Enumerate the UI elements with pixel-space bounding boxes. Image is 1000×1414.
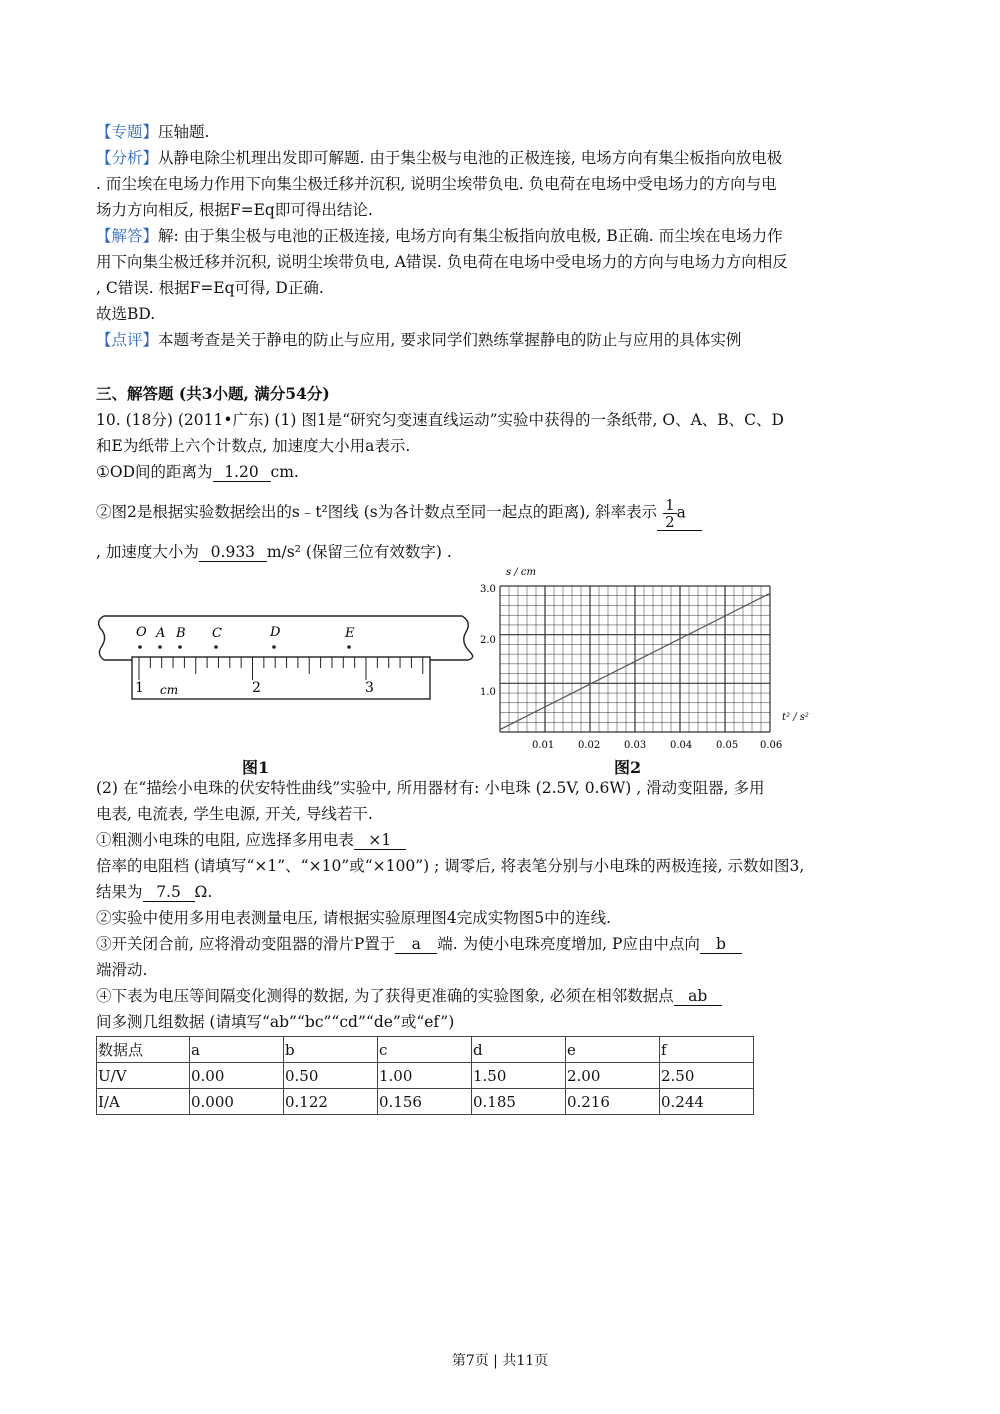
x-axis-label: t² / s² [782, 712, 809, 723]
table-row [97, 1063, 754, 1089]
y-tick-2: 2.0 [480, 635, 496, 646]
figure-1-caption: 图1 [242, 758, 270, 777]
acc-answer: 0.933 [199, 543, 267, 562]
topic-line [96, 122, 209, 142]
table-cell: 0.122 [284, 1089, 378, 1115]
table-cell: 1.50 [472, 1063, 566, 1089]
table-header-cell: d [472, 1037, 566, 1063]
slider-direction-answer: b [700, 935, 742, 954]
table-cell: 2.00 [566, 1063, 660, 1089]
answer-line-4: 故选BD. [96, 305, 156, 323]
x-tick-002: 0.02 [578, 740, 601, 751]
analysis-text-1: 从静电除尘机理出发即可解题. 由于集尘极与电池的正极连接, 电场方向有集尘板指向放电极 [158, 149, 783, 167]
slider-prefix: ③开关闭合前, 应将滑动变阻器的滑片P置于 [96, 935, 396, 953]
analysis-line-2: . 而尘埃在电场力作用下向集尘极迁移并沉积, 说明尘埃带负电. 负电荷在电场中受电场力的方向与电 [96, 175, 777, 193]
multimeter-range-answer: ×1 [354, 831, 406, 850]
analysis-line-3: 场力方向相反, 根据F=Eq即可得出结论. [96, 201, 373, 219]
table-cell: 2.50 [660, 1063, 754, 1089]
table-cell: 0.00 [190, 1063, 284, 1089]
table-cell: 0.50 [284, 1063, 378, 1089]
x-tick-001: 0.01 [532, 740, 555, 751]
table-cell: I/A [97, 1089, 190, 1115]
table-header-cell: b [284, 1037, 378, 1063]
wiring-line: ②实验中使用多用电表测量电压, 请根据实验原理图4完成实物图5中的连线. [96, 909, 612, 927]
q10-line-1: 10. (18分) (2011•广东) (1) 图1是“研究匀变速直线运动”实验中获得的一条纸带, O、A、B、C、D [96, 411, 784, 429]
table-intro-line-1 [96, 986, 722, 1006]
table-intro-prefix: ④下表为电压等间隔变化测得的数据, 为了获得更准确的实验图象, 必须在相邻数据点 [96, 987, 674, 1005]
table-header-cell: 数据点 [97, 1037, 190, 1063]
fraction-denominator: 2 [665, 512, 675, 531]
fraction-numerator: 1 [665, 495, 675, 514]
scale-label-2: 2 [252, 680, 261, 696]
figure-2-caption: 图2 [614, 758, 642, 777]
topic-tag: 【专题】 [96, 123, 159, 141]
comment-tag: 【点评】 [96, 331, 159, 349]
result-prefix: 结果为 [96, 883, 143, 901]
scale-label-1: 1 [135, 680, 144, 696]
slope-line [96, 496, 702, 531]
table-cell: 0.216 [566, 1089, 660, 1115]
topic-text: 压轴题. [158, 123, 210, 141]
od-line [96, 462, 299, 482]
comment-line [96, 330, 741, 350]
table-cell: 1.00 [378, 1063, 472, 1089]
x-tick-005: 0.05 [716, 740, 739, 751]
y-tick-1: 1.0 [480, 687, 496, 698]
tape-dot [347, 645, 351, 649]
point-label-e: E [345, 626, 355, 641]
point-label-d: D [270, 625, 281, 640]
half-fraction [663, 497, 677, 530]
q10-line-2: 和E为纸带上六个计数点, 加速度大小用a表示. [96, 437, 411, 455]
page-footer: 第7页 | 共11页 [451, 1353, 549, 1369]
part2-line-2: 电表, 电流表, 学生电源, 开关, 导线若干. [96, 805, 373, 823]
od-unit: cm. [270, 463, 299, 481]
answer-text-1: 解: 由于集尘极与电池的正极连接, 电场方向有集尘板指向放电极, B正确. 而尘埃在电场力作 [158, 227, 783, 245]
table-cell: 0.000 [190, 1089, 284, 1115]
tape-dot [272, 645, 276, 649]
resistance-answer: 7.5 [143, 883, 195, 902]
slider-line-1 [96, 934, 742, 954]
answer-line-3: , C错误. 根据F=Eq可得, D正确. [96, 279, 324, 297]
scale-label-3: 3 [365, 680, 374, 696]
figure-1-paper-tape [96, 610, 476, 770]
od-prefix: ①OD间的距离为 [96, 463, 213, 481]
section-heading: 三、解答题 (共3小题, 满分54分) [96, 384, 330, 403]
od-answer: 1.20 [213, 463, 271, 482]
multimeter-line-1 [96, 830, 406, 850]
ohm-unit: Ω. [194, 883, 213, 901]
acc-unit: m/s² (保留三位有效数字) . [266, 543, 452, 561]
point-label-c: C [212, 626, 222, 641]
ruler-unit: cm [160, 683, 179, 697]
table-cell: U/V [97, 1063, 190, 1089]
table-header-cell: a [190, 1037, 284, 1063]
point-label-a: A [156, 626, 166, 641]
multimeter-line-3 [96, 882, 212, 902]
multimeter-line-2: 倍率的电阻档 (请填写“×1”、“×10”或“×100”) ; 调零后, 将表笔分别与小电珠的两极连接, 示数如图3, [96, 857, 805, 875]
acc-prefix: , 加速度大小为 [96, 543, 199, 561]
slider-line-2: 端滑动. [96, 961, 148, 979]
data-table [96, 1036, 754, 1115]
point-label-b: B [176, 626, 186, 641]
tape-dot [158, 645, 162, 649]
table-cell: 0.244 [660, 1089, 754, 1115]
table-cell: 0.156 [378, 1089, 472, 1115]
slider-mid: 端. 为使小电珠亮度增加, P应由中点向 [437, 935, 700, 953]
x-tick-004: 0.04 [670, 740, 693, 751]
answer-line-2: 用下向集尘极迁移并沉积, 说明尘埃带负电, A错误. 负电荷在电场中受电场力的方向与电场力方向相反 [96, 253, 788, 271]
acceleration-line [96, 542, 452, 562]
table-header-cell: e [566, 1037, 660, 1063]
x-tick-003: 0.03 [624, 740, 647, 751]
answer-line-1 [96, 226, 783, 246]
tape-dot [214, 645, 218, 649]
slope-variable: a [676, 503, 686, 521]
y-axis-label: s / cm [506, 567, 536, 578]
table-intro-line-2: 间多测几组数据 (请填写“ab”“bc”“cd”“de”或“ef”) [96, 1013, 455, 1031]
answer-tag: 【解答】 [96, 227, 159, 245]
table-row [97, 1089, 754, 1115]
y-tick-3: 3.0 [480, 584, 496, 595]
slope-answer [657, 497, 702, 531]
multimeter-prefix: ①粗测小电珠的电阻, 应选择多用电表 [96, 831, 354, 849]
interval-answer: ab [674, 987, 722, 1006]
analysis-line-1 [96, 148, 782, 168]
table-header-cell: c [378, 1037, 472, 1063]
tape-dot [178, 645, 182, 649]
table-header-row [97, 1037, 754, 1063]
table-header-cell: f [660, 1037, 754, 1063]
part2-line-1: (2) 在“描绘小电珠的伏安特性曲线”实验中, 所用器材有: 小电珠 (2.5V, 0.6W) , 滑动变阻器, 多用 [96, 779, 765, 797]
tape-dot [138, 645, 142, 649]
slope-prefix: ②图2是根据实验数据绘出的s﹣t²图线 (s为各计数点至同一起点的距离), 斜率表示 [96, 503, 658, 521]
comment-text: 本题考查是关于静电的防止与应用, 要求同学们熟练掌握静电的防止与应用的具体实例 [158, 331, 742, 349]
table-cell: 0.185 [472, 1089, 566, 1115]
x-tick-006: 0.06 [760, 740, 783, 751]
slider-end-answer: a [395, 935, 437, 954]
point-label-o: O [136, 625, 147, 640]
analysis-tag: 【分析】 [96, 149, 159, 167]
figure-2-graph [470, 562, 820, 754]
